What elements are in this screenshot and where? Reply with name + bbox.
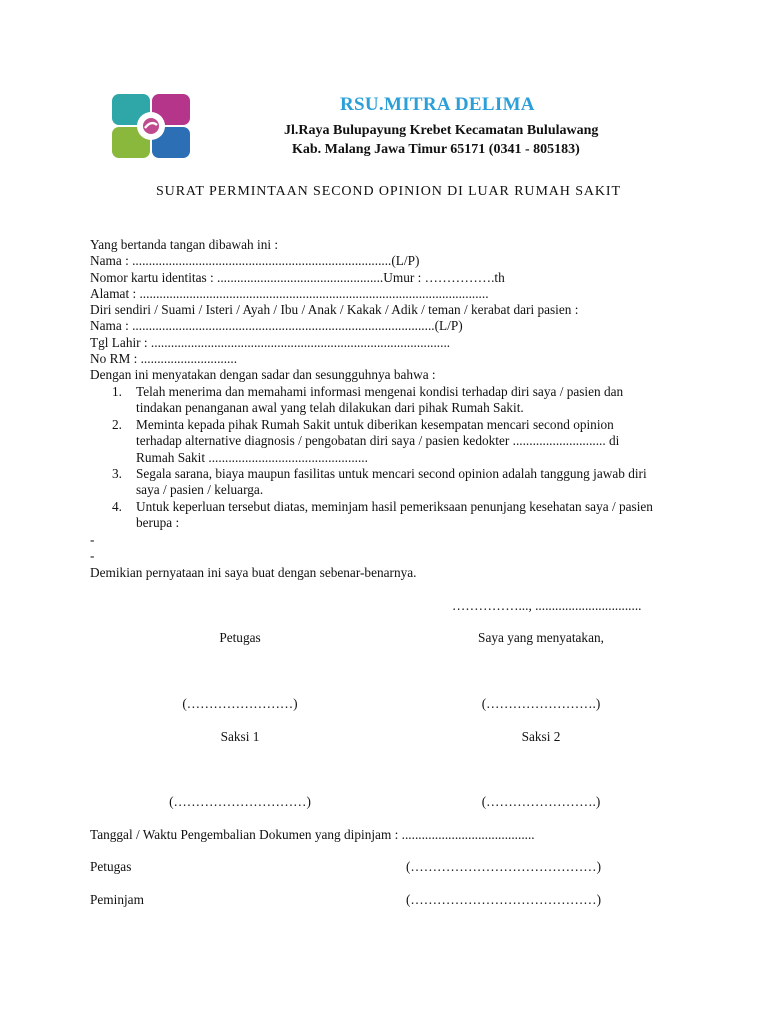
address-line-1: Jl.Raya Bulupayung Krebet Kecamatan Bululawang bbox=[284, 123, 599, 138]
alamat-field: Alamat : ......................................................................................................... bbox=[90, 286, 489, 301]
statement-list bbox=[90, 384, 690, 532]
tgl-lahir-field: Tgl Lahir : .......................................................................................... bbox=[90, 335, 451, 350]
relation-text: Diri sendiri / Suami / Isteri / Ayah / Ibu / Anak / Kakak / Adik / teman / kerabat dari pasien : bbox=[90, 302, 579, 317]
petugas-signature-blank: (……………………) bbox=[182, 696, 298, 711]
list-item-text: Telah menerima dan memahami informasi mengenai kondisi terhadap diri saya / pasien dan bbox=[136, 384, 624, 399]
return-petugas-blank: (……………………………………) bbox=[406, 859, 602, 874]
list-item-text: Rumah Sakit ................................................ bbox=[136, 449, 368, 465]
list-item-text: saya / pasien / keluarga. bbox=[136, 482, 264, 498]
dash-line-2: - bbox=[90, 548, 95, 563]
intro-text: Yang bertanda tangan dibawah ini : bbox=[90, 237, 279, 252]
place-date-field: ……………..., ................................ bbox=[452, 598, 642, 613]
saksi-1-label: Saksi 1 bbox=[220, 729, 260, 744]
dash-line-1: - bbox=[90, 532, 95, 547]
closing-text: Demikian pernyataan ini saya buat dengan sebenar-benarnya. bbox=[90, 565, 417, 580]
list-item-text: terhadap alternative diagnosis / pengobatan diri saya / pasien kedokter ............................ di bbox=[136, 433, 620, 449]
peminjam-blank: (……………………………………) bbox=[406, 892, 602, 907]
saya-signature-blank: (…………………….) bbox=[481, 696, 601, 711]
list-number: 1. bbox=[112, 384, 122, 399]
nama-field: Nama : ..............................................................................(L/P) bbox=[90, 253, 420, 268]
list-item-text: Meminta kepada pihak Rumah Sakit untuk diberikan kesempatan mencari second opinion bbox=[136, 416, 614, 432]
list-item bbox=[90, 384, 690, 417]
list-item-text: Untuk keperluan tersebut diatas, meminjam hasil pemeriksaan penunjang kesehatan saya / pasien bbox=[136, 498, 653, 514]
tanggal-pengembalian-field: Tanggal / Waktu Pengembalian Dokumen yang dipinjam : ........................................ bbox=[90, 827, 535, 842]
hospital-name: RSU.MITRA DELIMA bbox=[340, 94, 535, 115]
saksi-2-signature-blank: (…………………….) bbox=[481, 794, 601, 809]
nama-pasien-field: Nama : ...........................................................................................(L/P) bbox=[90, 318, 463, 333]
saksi-2-label: Saksi 2 bbox=[521, 729, 561, 744]
statement-text: Dengan ini menyatakan dengan sadar dan sesungguhnya bahwa : bbox=[90, 367, 436, 382]
peminjam-label: Peminjam bbox=[90, 892, 144, 907]
no-rm-field: No RM : ............................. bbox=[90, 351, 238, 366]
list-item-text: berupa : bbox=[136, 515, 180, 531]
list-item bbox=[90, 466, 690, 499]
list-item bbox=[90, 499, 690, 532]
saksi-1-signature-blank: (…………………………) bbox=[169, 794, 311, 809]
list-item bbox=[90, 417, 690, 466]
nomor-identitas-field: Nomor kartu identitas : ..................................................Umur : …………….th bbox=[90, 270, 505, 285]
hospital-logo bbox=[110, 92, 192, 160]
list-item-text: Segala sarana, biaya maupun fasilitas untuk mencari second opinion adalah tanggung jawab diri bbox=[136, 466, 647, 482]
return-petugas-label: Petugas bbox=[90, 859, 132, 874]
document-title: SURAT PERMINTAAN SECOND OPINION DI LUAR RUMAH SAKIT bbox=[156, 184, 621, 199]
list-number: 2. bbox=[112, 416, 122, 432]
petugas-label: Petugas bbox=[219, 630, 261, 645]
list-number: 4. bbox=[112, 498, 122, 514]
saya-label: Saya yang menyatakan, bbox=[478, 630, 604, 645]
list-item-text: tindakan penanganan awal yang telah dilakukan dari pihak Rumah Sakit. bbox=[136, 400, 524, 416]
address-line-2: Kab. Malang Jawa Timur 65171 (0341 - 805183) bbox=[292, 142, 580, 157]
list-number: 3. bbox=[112, 466, 122, 482]
